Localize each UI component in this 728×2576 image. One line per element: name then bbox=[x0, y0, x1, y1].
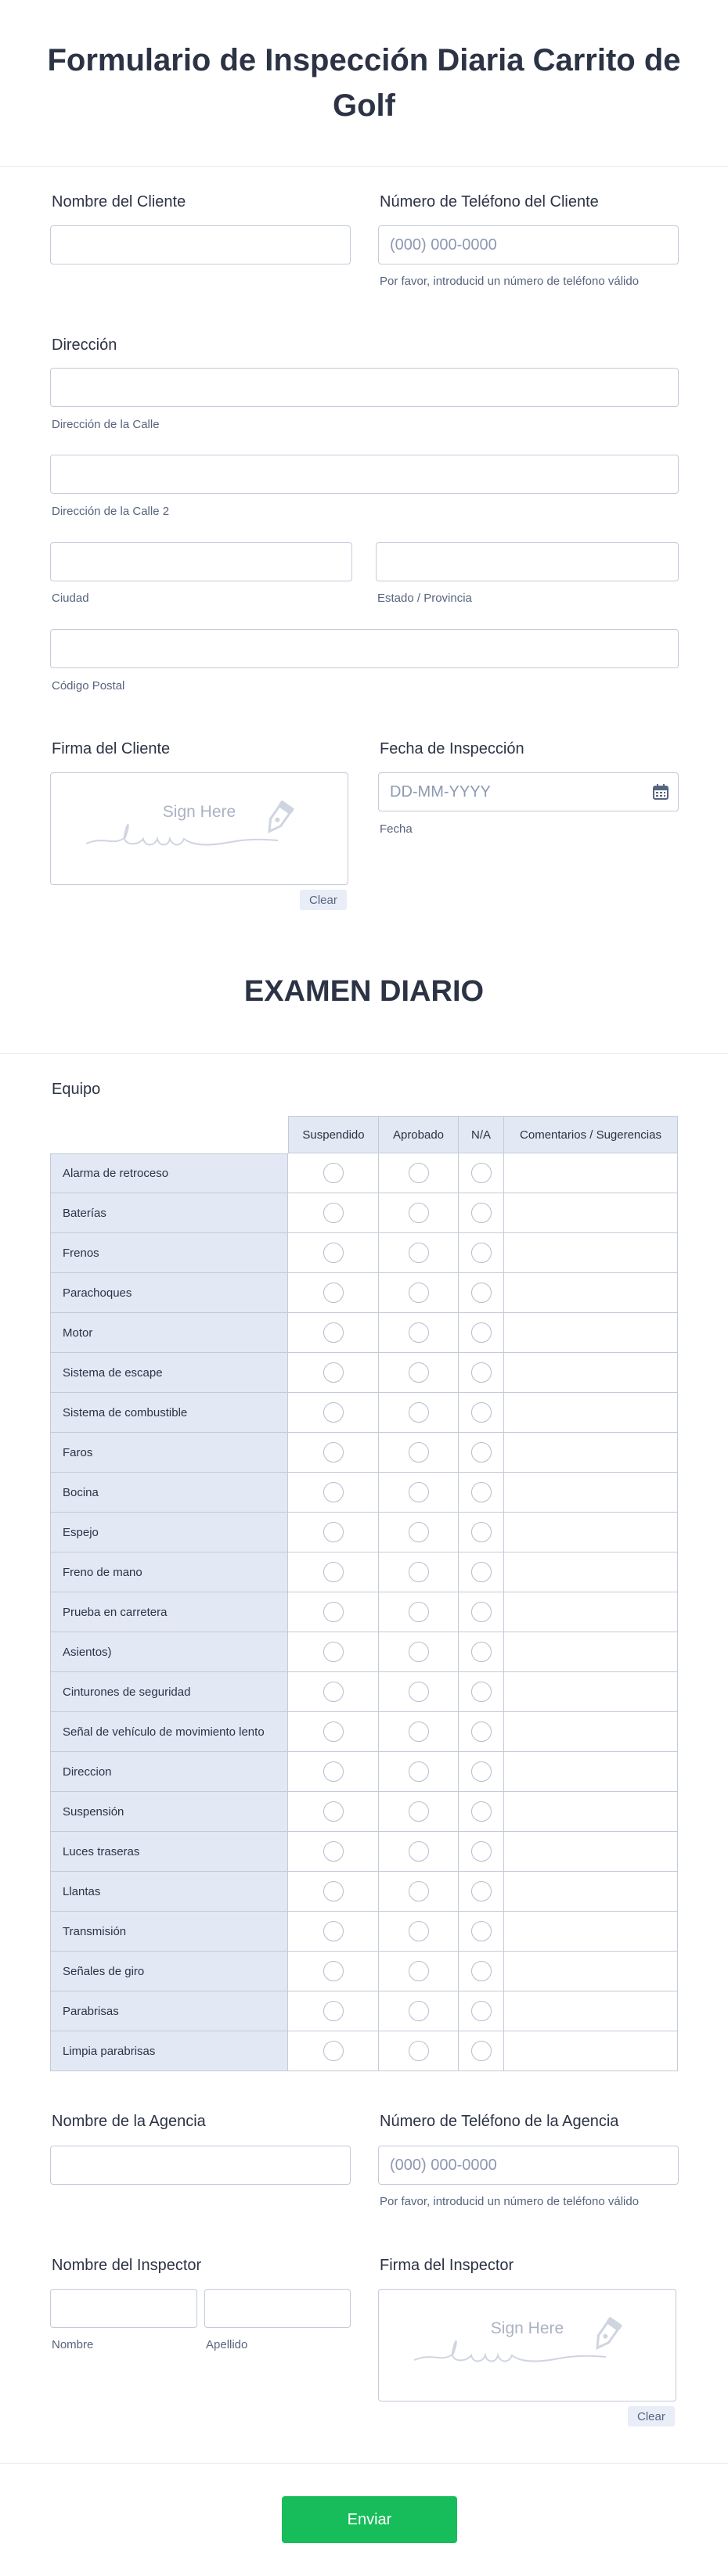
matrix-comment-input[interactable] bbox=[504, 1273, 678, 1313]
matrix-row bbox=[50, 1353, 678, 1393]
matrix-row-label: Faros bbox=[50, 1433, 288, 1473]
matrix-radio-cell bbox=[288, 1513, 379, 1552]
radio-button[interactable] bbox=[409, 1402, 429, 1423]
matrix-row bbox=[50, 1672, 678, 1712]
matrix-row-label: Señales de giro bbox=[50, 1952, 288, 1991]
inspector-name-label: Nombre del Inspector bbox=[52, 2257, 202, 2274]
inspection-date-input[interactable] bbox=[378, 772, 679, 811]
inspector-signature-placeholder: Sign Here bbox=[490, 2319, 564, 2337]
matrix-radio-cell bbox=[288, 1552, 379, 1592]
matrix-radio-cell bbox=[379, 1952, 459, 1991]
matrix-radio-cell bbox=[288, 1632, 379, 1672]
radio-button[interactable] bbox=[323, 1642, 344, 1662]
matrix-row-label: Sistema de combustible bbox=[50, 1393, 288, 1433]
matrix-radio-cell bbox=[288, 1233, 379, 1273]
matrix-comment-input[interactable] bbox=[504, 1712, 678, 1752]
matrix-row bbox=[50, 1991, 678, 2031]
matrix-comment-input[interactable] bbox=[504, 1991, 678, 2031]
matrix-row-label: Freno de mano bbox=[50, 1552, 288, 1592]
submit-button[interactable]: Enviar bbox=[282, 2496, 457, 2543]
matrix-radio-cell bbox=[459, 1792, 504, 1832]
radio-button[interactable] bbox=[323, 1482, 344, 1502]
radio-button[interactable] bbox=[471, 1841, 492, 1862]
matrix-comment-input[interactable] bbox=[504, 1513, 678, 1552]
radio-button[interactable] bbox=[409, 1602, 429, 1622]
inspection-date-label: Fecha de Inspección bbox=[380, 740, 524, 757]
matrix-comment-input[interactable] bbox=[504, 1952, 678, 1991]
matrix-radio-cell bbox=[288, 1193, 379, 1233]
state-sublabel: Estado / Provincia bbox=[377, 592, 472, 605]
agency-phone-input[interactable] bbox=[378, 2146, 679, 2185]
matrix-row bbox=[50, 1393, 678, 1433]
matrix-radio-cell bbox=[459, 2031, 504, 2071]
matrix-radio-cell bbox=[379, 1233, 459, 1273]
street-address-2-input[interactable] bbox=[50, 455, 679, 494]
matrix-radio-cell bbox=[459, 1193, 504, 1233]
radio-button[interactable] bbox=[409, 1682, 429, 1702]
address-label: Dirección bbox=[52, 336, 117, 354]
matrix-row bbox=[50, 2031, 678, 2071]
matrix-comment-input[interactable] bbox=[504, 1353, 678, 1393]
matrix-row bbox=[50, 1792, 678, 1832]
matrix-radio-cell bbox=[379, 1832, 459, 1872]
matrix-comment-input[interactable] bbox=[504, 1552, 678, 1592]
matrix-row bbox=[50, 1952, 678, 1991]
radio-button[interactable] bbox=[409, 1243, 429, 1263]
radio-button[interactable] bbox=[323, 1283, 344, 1303]
radio-button[interactable] bbox=[471, 1881, 492, 1901]
street-address-input[interactable] bbox=[50, 368, 679, 407]
radio-button[interactable] bbox=[409, 2001, 429, 2021]
matrix-row bbox=[50, 1872, 678, 1912]
radio-button[interactable] bbox=[471, 1203, 492, 1223]
matrix-comment-input[interactable] bbox=[504, 1912, 678, 1952]
form-title: Formulario de Inspección Diaria Carrito de Golf bbox=[47, 43, 681, 123]
matrix-radio-cell bbox=[288, 1473, 379, 1513]
matrix-row-label: Asientos) bbox=[50, 1632, 288, 1672]
radio-button[interactable] bbox=[471, 1602, 492, 1622]
inspector-signature-pad[interactable] bbox=[378, 2289, 676, 2402]
client-name-label: Nombre del Cliente bbox=[52, 193, 186, 210]
matrix-radio-cell bbox=[288, 1433, 379, 1473]
client-signature-label: Firma del Cliente bbox=[52, 740, 171, 757]
radio-button[interactable] bbox=[323, 2001, 344, 2021]
radio-button[interactable] bbox=[409, 2041, 429, 2061]
city-input[interactable] bbox=[50, 542, 352, 581]
matrix-radio-cell bbox=[379, 1313, 459, 1353]
matrix-row bbox=[50, 1712, 678, 1752]
matrix-radio-cell bbox=[379, 1592, 459, 1632]
matrix-radio-cell bbox=[459, 1991, 504, 2031]
radio-button[interactable] bbox=[409, 1961, 429, 1981]
matrix-radio-cell bbox=[379, 1752, 459, 1792]
title-divider bbox=[0, 166, 728, 167]
matrix-row bbox=[50, 1552, 678, 1592]
matrix-radio-cell bbox=[379, 1433, 459, 1473]
radio-button[interactable] bbox=[409, 1362, 429, 1383]
radio-button[interactable] bbox=[323, 1203, 344, 1223]
matrix-radio-cell bbox=[459, 1632, 504, 1672]
radio-button[interactable] bbox=[323, 1841, 344, 1862]
matrix-radio-cell bbox=[379, 1353, 459, 1393]
radio-button[interactable] bbox=[471, 1761, 492, 1782]
radio-button[interactable] bbox=[471, 1961, 492, 1981]
matrix-radio-cell bbox=[459, 1433, 504, 1473]
signature-scribble-icon bbox=[82, 798, 317, 861]
matrix-row bbox=[50, 1592, 678, 1632]
agency-phone-hint: Por favor, introducid un número de teléfono válido bbox=[380, 2195, 640, 2208]
matrix-radio-cell bbox=[379, 1273, 459, 1313]
matrix-row-label: Prueba en carretera bbox=[50, 1592, 288, 1632]
matrix-column-header: Aprobado bbox=[379, 1116, 459, 1153]
exam-section-title: EXAMEN DIARIO bbox=[243, 975, 485, 1008]
matrix-radio-cell bbox=[288, 1912, 379, 1952]
matrix-row-label: Espejo bbox=[50, 1513, 288, 1552]
matrix-row bbox=[50, 1632, 678, 1672]
matrix-radio-cell bbox=[379, 1792, 459, 1832]
matrix-radio-cell bbox=[459, 1393, 504, 1433]
radio-button[interactable] bbox=[409, 1921, 429, 1941]
radio-button[interactable] bbox=[323, 1921, 344, 1941]
matrix-radio-cell bbox=[459, 1912, 504, 1952]
matrix-radio-cell bbox=[379, 1991, 459, 2031]
matrix-row bbox=[50, 1832, 678, 1872]
agency-phone-placeholder: (000) 000-0000 bbox=[390, 2156, 497, 2174]
signature-scribble-icon bbox=[410, 2315, 645, 2377]
client-phone-label: Número de Teléfono del Cliente bbox=[380, 193, 599, 210]
matrix-comment-input[interactable] bbox=[504, 1672, 678, 1712]
matrix-radio-cell bbox=[459, 1273, 504, 1313]
matrix-comment-input[interactable] bbox=[504, 1632, 678, 1672]
matrix-row bbox=[50, 1193, 678, 1233]
matrix-column-header: Comentarios / Sugerencias bbox=[504, 1116, 678, 1153]
radio-button[interactable] bbox=[409, 1482, 429, 1502]
radio-button[interactable] bbox=[409, 1283, 429, 1303]
radio-button[interactable] bbox=[323, 1522, 344, 1542]
matrix-row-label: Parachoques bbox=[50, 1273, 288, 1313]
matrix-row bbox=[50, 1433, 678, 1473]
postal-code-input[interactable] bbox=[50, 629, 679, 668]
matrix-radio-cell bbox=[288, 1153, 379, 1193]
matrix-radio-cell bbox=[288, 1952, 379, 1991]
matrix-row-label: Limpia parabrisas bbox=[50, 2031, 288, 2071]
radio-button[interactable] bbox=[409, 1203, 429, 1223]
agency-name-input[interactable] bbox=[50, 2146, 351, 2185]
agency-phone-label: Número de Teléfono de la Agencia bbox=[380, 2113, 619, 2130]
radio-button[interactable] bbox=[471, 1801, 492, 1822]
matrix-row bbox=[50, 1313, 678, 1353]
matrix-radio-cell bbox=[459, 1832, 504, 1872]
matrix-row-label: Cinturones de seguridad bbox=[50, 1672, 288, 1712]
matrix-radio-cell bbox=[459, 1952, 504, 1991]
matrix-row-label: Bocina bbox=[50, 1473, 288, 1513]
matrix-radio-cell bbox=[459, 1552, 504, 1592]
matrix-radio-cell bbox=[288, 2031, 379, 2071]
agency-name-label: Nombre de la Agencia bbox=[52, 2113, 206, 2130]
matrix-comment-input[interactable] bbox=[504, 1233, 678, 1273]
radio-button[interactable] bbox=[471, 1921, 492, 1941]
matrix-row-label: Señal de vehículo de movimiento lento bbox=[50, 1712, 288, 1752]
matrix-radio-cell bbox=[459, 1513, 504, 1552]
inspector-last-name-sublabel: Apellido bbox=[206, 2338, 248, 2351]
radio-button[interactable] bbox=[471, 1722, 492, 1742]
matrix-comment-input[interactable] bbox=[504, 1473, 678, 1513]
matrix-radio-cell bbox=[288, 1313, 379, 1353]
matrix-radio-cell bbox=[288, 1752, 379, 1792]
matrix-row-label: Llantas bbox=[50, 1872, 288, 1912]
equipment-matrix-label: Equipo bbox=[52, 1081, 101, 1098]
radio-button[interactable] bbox=[409, 1841, 429, 1862]
matrix-row bbox=[50, 1273, 678, 1313]
radio-button[interactable] bbox=[409, 1163, 429, 1183]
matrix-row-label: Parabrisas bbox=[50, 1991, 288, 2031]
matrix-radio-cell bbox=[288, 1672, 379, 1712]
matrix-row-label: Luces traseras bbox=[50, 1832, 288, 1872]
matrix-radio-cell bbox=[288, 1393, 379, 1433]
matrix-row-label: Sistema de escape bbox=[50, 1353, 288, 1393]
state-input[interactable] bbox=[376, 542, 679, 581]
matrix-comment-input[interactable] bbox=[504, 2031, 678, 2071]
matrix-radio-cell bbox=[379, 1552, 459, 1592]
street-address-2-sublabel: Dirección de la Calle 2 bbox=[52, 505, 170, 518]
matrix-row-label: Frenos bbox=[50, 1233, 288, 1273]
matrix-row-label: Transmisión bbox=[50, 1912, 288, 1952]
matrix-comment-input[interactable] bbox=[504, 1832, 678, 1872]
inspector-signature-clear-button[interactable]: Clear bbox=[628, 2406, 675, 2427]
matrix-radio-cell bbox=[459, 1233, 504, 1273]
radio-button[interactable] bbox=[409, 1562, 429, 1582]
radio-button[interactable] bbox=[471, 1362, 492, 1383]
street-address-sublabel: Dirección de la Calle bbox=[52, 418, 160, 431]
matrix-column-header: Suspendido bbox=[288, 1116, 379, 1153]
matrix-radio-cell bbox=[379, 1712, 459, 1752]
matrix-radio-cell bbox=[288, 1872, 379, 1912]
radio-button[interactable] bbox=[323, 1362, 344, 1383]
radio-button[interactable] bbox=[409, 1522, 429, 1542]
client-name-input[interactable] bbox=[50, 225, 351, 264]
radio-button[interactable] bbox=[323, 1442, 344, 1462]
radio-button[interactable] bbox=[471, 2001, 492, 2021]
matrix-radio-cell bbox=[288, 1592, 379, 1632]
matrix-radio-cell bbox=[379, 2031, 459, 2071]
client-phone-hint: Por favor, introducid un número de teléfono válido bbox=[380, 275, 640, 288]
matrix-radio-cell bbox=[459, 1473, 504, 1513]
matrix-radio-cell bbox=[379, 1153, 459, 1193]
matrix-row-label: Suspensión bbox=[50, 1792, 288, 1832]
matrix-comment-input[interactable] bbox=[504, 1313, 678, 1353]
calendar-icon[interactable] bbox=[653, 784, 669, 800]
matrix-row bbox=[50, 1513, 678, 1552]
matrix-radio-cell bbox=[379, 1912, 459, 1952]
client-signature-pad[interactable] bbox=[50, 772, 348, 885]
matrix-comment-input[interactable] bbox=[504, 1393, 678, 1433]
matrix-comment-input[interactable] bbox=[504, 1792, 678, 1832]
matrix-radio-cell bbox=[379, 1193, 459, 1233]
radio-button[interactable] bbox=[323, 1961, 344, 1981]
matrix-comment-input[interactable] bbox=[504, 1872, 678, 1912]
matrix-row bbox=[50, 1752, 678, 1792]
matrix-comment-input[interactable] bbox=[504, 1752, 678, 1792]
postal-code-sublabel: Código Postal bbox=[52, 679, 125, 693]
radio-button[interactable] bbox=[323, 1722, 344, 1742]
radio-button[interactable] bbox=[409, 1442, 429, 1462]
matrix-comment-input[interactable] bbox=[504, 1193, 678, 1233]
radio-button[interactable] bbox=[409, 1322, 429, 1343]
radio-button[interactable] bbox=[409, 1761, 429, 1782]
radio-button[interactable] bbox=[471, 1642, 492, 1662]
exam-divider bbox=[0, 1053, 728, 1054]
matrix-radio-cell bbox=[459, 1153, 504, 1193]
matrix-radio-cell bbox=[459, 1712, 504, 1752]
inspector-first-name-input[interactable] bbox=[50, 2289, 197, 2328]
matrix-radio-cell bbox=[288, 1712, 379, 1752]
radio-button[interactable] bbox=[323, 1322, 344, 1343]
radio-button[interactable] bbox=[323, 1682, 344, 1702]
matrix-radio-cell bbox=[459, 1672, 504, 1712]
city-sublabel: Ciudad bbox=[52, 592, 89, 605]
matrix-radio-cell bbox=[288, 1353, 379, 1393]
radio-button[interactable] bbox=[471, 2041, 492, 2061]
matrix-radio-cell bbox=[379, 1393, 459, 1433]
radio-button[interactable] bbox=[409, 1642, 429, 1662]
radio-button[interactable] bbox=[323, 1163, 344, 1183]
radio-button[interactable] bbox=[471, 1442, 492, 1462]
matrix-radio-cell bbox=[459, 1752, 504, 1792]
footer-divider bbox=[0, 2463, 728, 2464]
matrix-radio-cell bbox=[459, 1313, 504, 1353]
matrix-row-label: Motor bbox=[50, 1313, 288, 1353]
matrix-row bbox=[50, 1233, 678, 1273]
radio-button[interactable] bbox=[471, 1482, 492, 1502]
matrix-row bbox=[50, 1912, 678, 1952]
matrix-radio-cell bbox=[288, 1792, 379, 1832]
radio-button[interactable] bbox=[323, 1402, 344, 1423]
client-signature-clear-button[interactable]: Clear bbox=[300, 890, 347, 910]
radio-button[interactable] bbox=[323, 1562, 344, 1582]
radio-button[interactable] bbox=[471, 1163, 492, 1183]
radio-button[interactable] bbox=[471, 1562, 492, 1582]
radio-button[interactable] bbox=[471, 1522, 492, 1542]
matrix-radio-cell bbox=[379, 1473, 459, 1513]
matrix-radio-cell bbox=[379, 1513, 459, 1552]
radio-button[interactable] bbox=[409, 1722, 429, 1742]
radio-button[interactable] bbox=[471, 1322, 492, 1343]
matrix-radio-cell bbox=[288, 1832, 379, 1872]
inspector-first-name-sublabel: Nombre bbox=[52, 2338, 94, 2351]
matrix-radio-cell bbox=[459, 1592, 504, 1632]
radio-button[interactable] bbox=[323, 1881, 344, 1901]
inspector-last-name-input[interactable] bbox=[204, 2289, 351, 2328]
radio-button[interactable] bbox=[323, 2041, 344, 2061]
radio-button[interactable] bbox=[409, 1881, 429, 1901]
radio-button[interactable] bbox=[471, 1283, 492, 1303]
matrix-radio-cell bbox=[379, 1672, 459, 1712]
inspection-date-placeholder: DD-MM-YYYY bbox=[390, 783, 491, 801]
inspector-signature-label: Firma del Inspector bbox=[380, 2257, 514, 2274]
matrix-row-label: Baterías bbox=[50, 1193, 288, 1233]
matrix-row-label: Direccion bbox=[50, 1752, 288, 1792]
matrix-radio-cell bbox=[379, 1872, 459, 1912]
matrix-radio-cell bbox=[379, 1632, 459, 1672]
matrix-radio-cell bbox=[459, 1353, 504, 1393]
matrix-row-label: Alarma de retroceso bbox=[50, 1153, 288, 1193]
matrix-radio-cell bbox=[288, 1991, 379, 2031]
matrix-radio-cell bbox=[459, 1872, 504, 1912]
radio-button[interactable] bbox=[471, 1243, 492, 1263]
client-phone-placeholder: (000) 000-0000 bbox=[390, 236, 497, 254]
inspection-date-sublabel: Fecha bbox=[380, 822, 413, 836]
client-phone-input[interactable] bbox=[378, 225, 679, 264]
radio-button[interactable] bbox=[471, 1682, 492, 1702]
radio-button[interactable] bbox=[471, 1402, 492, 1423]
matrix-comment-input[interactable] bbox=[504, 1153, 678, 1193]
radio-button[interactable] bbox=[323, 1801, 344, 1822]
radio-button[interactable] bbox=[409, 1801, 429, 1822]
matrix-radio-cell bbox=[288, 1273, 379, 1313]
matrix-column-header: N/A bbox=[459, 1116, 504, 1153]
matrix-comment-input[interactable] bbox=[504, 1433, 678, 1473]
radio-button[interactable] bbox=[323, 1602, 344, 1622]
radio-button[interactable] bbox=[323, 1761, 344, 1782]
matrix-row bbox=[50, 1473, 678, 1513]
radio-button[interactable] bbox=[323, 1243, 344, 1263]
matrix-row bbox=[50, 1153, 678, 1193]
matrix-comment-input[interactable] bbox=[504, 1592, 678, 1632]
client-signature-placeholder: Sign Here bbox=[162, 803, 236, 821]
